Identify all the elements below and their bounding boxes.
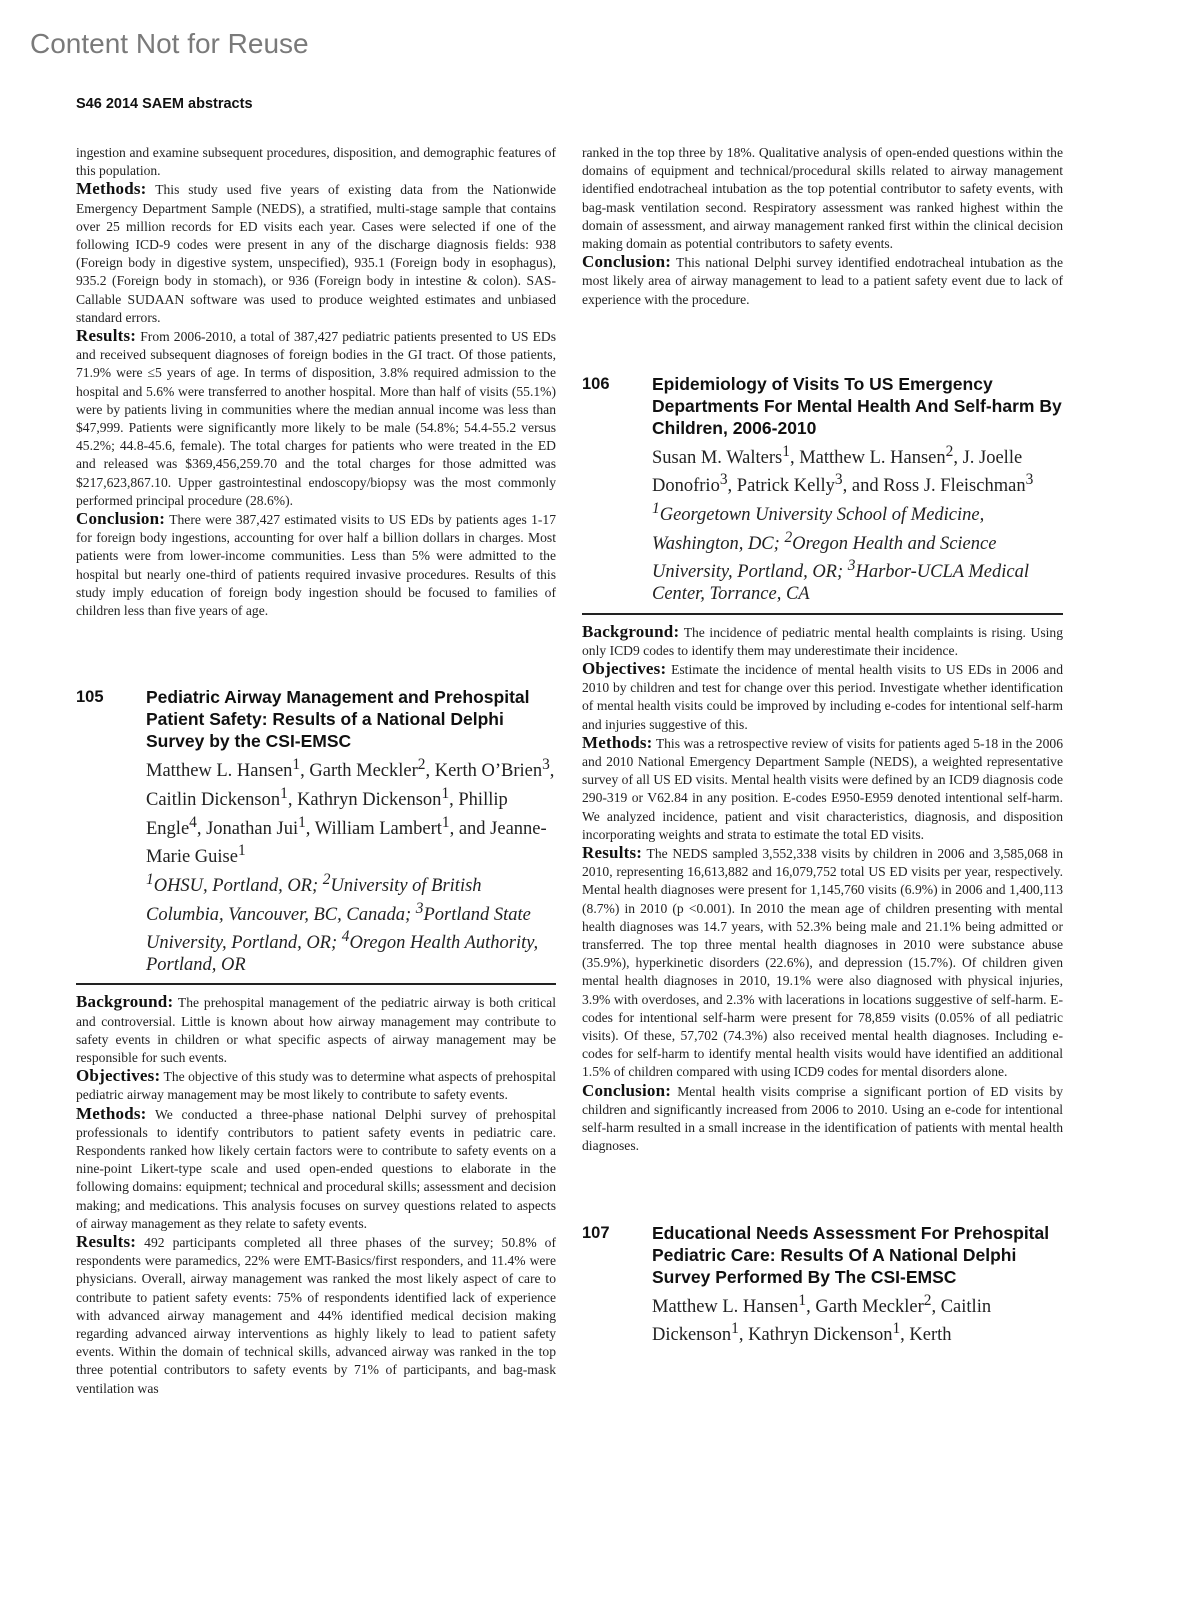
affiliation: Oregon Health and Science University, Portland, OR; [652,533,997,583]
section-text: The objective of this study was to determine what aspects of prehospital pediatric airway management may be most likely to contribute to safety events. [76,1069,557,1103]
author-affiliation-mark: 1 [441,784,450,802]
abstract-meta [146,686,556,976]
author-affiliation-mark: 3 [834,471,843,489]
affiliation-mark: 1 [652,500,660,518]
author-name: Kerth O’Brien [434,761,543,782]
author-name: Garth Meckler [309,761,418,782]
section-heading: Results: [76,1232,137,1252]
section-heading: Methods: [76,179,147,199]
section-text: There were 387,427 estimated visits to US EDs by patients ages 1-17 for foreign body ingestions, accounting for over half a billion dollars in charges. Most patients were from lower-income communities. Less than 5% were admitted to the hospital but nearly one-third of patients required invasive procedures. Results of this study imply education of foreign body ingestion should be focused to families of children less than five years of age. [76,512,557,619]
abstract-header [76,686,556,976]
section-heading: Results: [76,326,137,346]
section-text: Mental health visits comprise a significant portion of ED visits by children and significantly increased from 2006 to 2010. Using an e-code for intentional self-harm resulted in a small increase in the identification of patients with mental health diagnoses. [582,1083,1063,1154]
affiliation-mark: 4 [341,928,350,946]
author-affiliation-mark: 1 [892,1320,901,1338]
section-text: We conducted a three-phase national Delphi survey of prehospital professionals to identify contributors to patient safety events in pediatric care. Respondents ranked how likely certain factors were to contribute to safety events on a nine-point Likert-type scale and used open-ended questions to elaborate in the following domains: equipment; technical and procedural skills; assessment and decision making; and medications. This analysis focuses on survey questions related to aspects of airway management as they relate to safety events. [76,1106,556,1231]
author-affiliation-mark: 1 [782,442,790,460]
author-name: Caitlin Dickenson [146,790,281,811]
methods-section [582,734,1063,844]
conclusion-section [582,253,1063,309]
abstract-header [582,1222,1063,1347]
author-name: Matthew L. Hansen [799,447,946,468]
background-section [582,623,1063,660]
author-name: Matthew L. Hansen [652,1296,799,1317]
objectives-section [76,1067,556,1104]
author-name: Kathryn Dickenson [297,790,442,811]
abstract-107 [582,1222,1063,1347]
author-name: and Jeanne-Marie Guise [146,818,547,868]
author-name: William Lambert [314,818,442,839]
section-heading: Background: [76,992,174,1012]
abstract-number: 107 [582,1223,610,1242]
author-affiliation-mark: 1 [298,813,306,831]
author-affiliation-mark: 1 [237,842,246,860]
author-name: Kathryn Dickenson [748,1325,893,1346]
abstract-title: Pediatric Airway Management and Prehospital Patient Safety: Results of a National Delphi Survey by the CSI-EMSC [146,687,530,752]
author-name: Kerth [909,1325,952,1346]
affiliation: University of British Columbia, Vancouver, BC, Canada; [146,876,482,925]
affiliation-list [146,869,556,976]
abstract-title: Epidemiology of Visits To US Emergency Departments For Mental Health And Self-harm By Children, 2006-2010 [652,373,1062,438]
section-heading: Conclusion: [582,1080,672,1100]
affiliation-mark: 3 [415,899,424,917]
abstract-meta [652,1222,1063,1347]
section-text: The prehospital management of the pediatric airway is both critical and controversial. Little is known about how airway management may contribute to safety events in children or what specific aspects of airway management may be responsible for such events. [76,995,556,1065]
section-heading: Objectives: [582,659,667,679]
methods-section [76,1105,556,1233]
affiliation: Oregon Health Authority, Portland, OR [146,933,539,975]
author-name: Matthew L. Hansen [146,761,293,782]
abstract-title: Educational Needs Assessment For Prehospital Pediatric Care: Results Of A National Delphi Survey Performed By The CSI-EMSC [652,1222,1050,1287]
author-affiliation-mark: 1 [292,756,301,774]
affiliation: Harbor-UCLA Medical Center, Torrance, CA [652,562,1029,605]
conclusion-section [582,1082,1063,1156]
results-section [76,327,556,510]
affiliation: OHSU, Portland, OR; [153,876,323,897]
section-text: The incidence of pediatric mental health complaints is rising. Using only ICD9 codes to identify them may underestimate their incidence. [582,624,1063,658]
author-list: Matthew L. Hansen$^1$, Garth Meckler$^2$, Kerth O’Brien$^3$, Caitlin Dickenson$^1$, Kathryn Dickenson$^1$, Phillip Engle$^4$, Jonathan Jui$^1$, William Lambert$^1$, and Jeanne-Marie Guise$^1$ [146,756,555,868]
section-text: This was a retrospective review of visits for patients aged 5-18 in the 2006 and 2010 National Emergency Department Sample (NEDS), a weighted representative survey of all US ED visits. Mental health visits were defined by an ICD9 diagnosis code 290-319 or V62.84 in any position. E-codes E950-E959 denoted intentional self-harm. We analyzed incidence, patient and visit characteristics, diagnosis, and disposition incorporating weights and strata to estimate the total ED visits. [582,735,1063,842]
section-text: This national Delphi survey identified endotracheal intubation as the most likely area of airway management to lead to a patient safety event due to lack of experience with the procedure. [582,255,1063,307]
affiliation-list [652,498,1063,605]
section-heading: Conclusion: [582,252,672,272]
watermark: Content Not for Reuse [30,28,309,59]
section-heading: Methods: [76,1103,147,1123]
affiliation-mark: 2 [322,870,331,888]
author-list: Matthew L. Hansen$^1$, Garth Meckler$^2$, Caitlin Dickenson$^1$, Kathryn Dickenson$^1$, Kerth [652,1291,992,1346]
author-name: Jonathan Jui [206,818,299,839]
author-affiliation-mark: 2 [417,756,426,774]
author-affiliation-mark: 2 [945,442,954,460]
section-heading: Results: [582,843,643,863]
author-affiliation-mark: 1 [280,784,288,802]
author-affiliation-mark: 1 [798,1291,807,1309]
section-text: This study used five years of existing data from the Nationwide Emergency Department Sample (NEDS), a stratified, multi-stage sample that contains over 25 million records for ED visits each year. Cases were selected if one of the following ICD-9 codes were present in any of the discharge diagnosis fields: 938 (Foreign body in digestive system, unspecified), 935.1 (Foreign body in esophagus), 935.2 (Foreign body in stomach), or 936 (Foreign body in intestine & colon). SAS-Callable SUDAAN software was used to produce weighted estimates and unbiased standard errors. [76,182,556,325]
methods-section [76,180,556,327]
affiliation: Georgetown University School of Medicine, Washington, DC; [652,505,985,554]
author-name: Garth Meckler [815,1296,924,1317]
abstract-number: 105 [76,688,104,707]
author-affiliation-mark: 2 [923,1291,932,1309]
background-section [76,993,556,1067]
running-head: S46 2014 SAEM abstracts [76,96,253,112]
section-heading: Conclusion: [76,509,166,529]
abstract-105 [76,686,556,1398]
continuation-text: ingestion and examine subsequent procedures, disposition, and demographic features of this population. [76,145,556,179]
author-name: Susan M. Walters [652,447,783,468]
abstract-meta [652,373,1063,606]
section-text: From 2006-2010, a total of 387,427 pediatric patients presented to US EDs and received subsequent diagnoses of foreign bodies in the GI tract. Of those patients, 71.9% were ≤5 years of age. In terms of disposition, 3.8% required admission to the hospital and 5.6% were transferred to another hospital. More than half of visits (55.1%) were by patients living in communities where the median annual income was less than $47,999. Patients were significantly more likely to be male (54.8%; 54.4-55.2 versus 45.2%; 44.8-45.6, female). The total charges for patients who were treated in the ED and released was $369,456,259.70 and the total charges for those admitted was $217,623,867.10. Upper gastrointestinal endoscopy/biopsy was the most commonly performed principal procedure (28.6%). [76,329,556,508]
abstract-number: 106 [582,374,610,393]
affiliation-mark: 3 [847,557,856,575]
author-name: J. Joelle Donofrio [652,447,1023,497]
author-name: Patrick Kelly [736,476,835,497]
author-affiliation-mark: 1 [441,813,450,831]
affiliation-mark: 1 [146,870,154,888]
section-heading: Methods: [582,732,653,752]
section-text: 492 participants completed all three phases of the survey; 50.8% of respondents were paramedics, 22% were EMT-Basics/first responders, and 11.4% were physicians. Overall, airway management was ranked the most likely aspect of care to contribute to patient safety events: 75% of respondents identified lack of experience with advanced airway management and 44% identified medical decision making regarding advanced airway interventions as highly likely to lead to patient safety events. Within the domain of technical skills, advanced airway was ranked in the top three potential contributors to safety events by 71% of participants, and bag-mask ventilation was [76,1235,556,1396]
section-heading: Objectives: [76,1066,161,1086]
author-list: Susan M. Walters$^1$, Matthew L. Hansen$^2$, J. Joelle Donofrio$^3$, Patrick Kelly$^3$, and Ross J. Fleischman$^3$ [652,442,1034,497]
section-text: The NEDS sampled 3,552,338 visits by children in 2006 and 3,585,068 in 2010, representing 16,613,882 and 16,079,752 total US ED visits per year, respectively. Mental health diagnoses were present for 1,145,760 visits (6.9%) in 2006 and 1,400,113 (8.7%) in 2010 (p <0.001). In 2010 the mean age of children presenting with mental health diagnoses was 14.7 years, with 52.3% being male and 21.1% being admitted or transferred. The top three mental health diagnoses in 2010 were substance abuse (35.9%), hyperkinetic disorders (22.6%), and depression (15.7%). Of children given mental health diagnoses in 2010, 19.1% were also diagnosed with physical injuries, 3.9% with overdoses, and 2.3% with lacerations in locations suggestive of self-harm. E-codes for intentional self-harm were present for 78,859 visits (0.05% of all pediatric visits). Of these, 57,702 (74.3%) also received mental health diagnoses. Including e-codes for self-harm to identify mental health visits would have identified an additional 1.5% of children compared with using ICD9 codes for mental disorders alone. [582,846,1063,1080]
affiliation-mark: 2 [784,528,793,546]
section-divider [76,983,556,985]
results-section [582,844,1063,1082]
author-affiliation-mark: 3 [1025,471,1034,489]
continuation-text: ranked in the top three by 18%. Qualitative analysis of open-ended questions within the domains of equipment and technical/procedural skills related to airway management identified endotracheal intubation as the top potential contributor to safety events, with bag-mask ventilation second. Respiratory assessment was ranked highest within the domain of assessment, and airway management ranked first within the clinical decision making domain as potential contributors to safety events. [582,145,1063,252]
affiliation: Portland State University, Portland, OR; [146,904,531,954]
left-column [76,144,556,1398]
author-affiliation-mark: 3 [542,756,550,774]
author-affiliation-mark: 4 [189,813,197,831]
conclusion-section [76,510,556,620]
section-heading: Background: [582,621,680,641]
author-name: and Ross J. Fleischman [851,476,1026,497]
abstract-106 [582,373,1063,1156]
right-column [582,144,1063,1347]
results-section [76,1233,556,1398]
author-affiliation-mark: 3 [719,471,728,489]
author-affiliation-mark: 1 [731,1320,739,1338]
section-divider [582,613,1063,615]
abstract-header [582,373,1063,606]
section-text: Estimate the incidence of mental health visits to US EDs in 2006 and 2010 by children and test for change over this period. Investigate whether identification of mental health visits could be improved by including e-codes for intentional self-harm and injuries suggestive of this. [582,662,1063,732]
author-name: Caitlin Dickenson [652,1296,992,1346]
author-name: Phillip Engle [146,790,508,839]
objectives-section [582,660,1063,734]
